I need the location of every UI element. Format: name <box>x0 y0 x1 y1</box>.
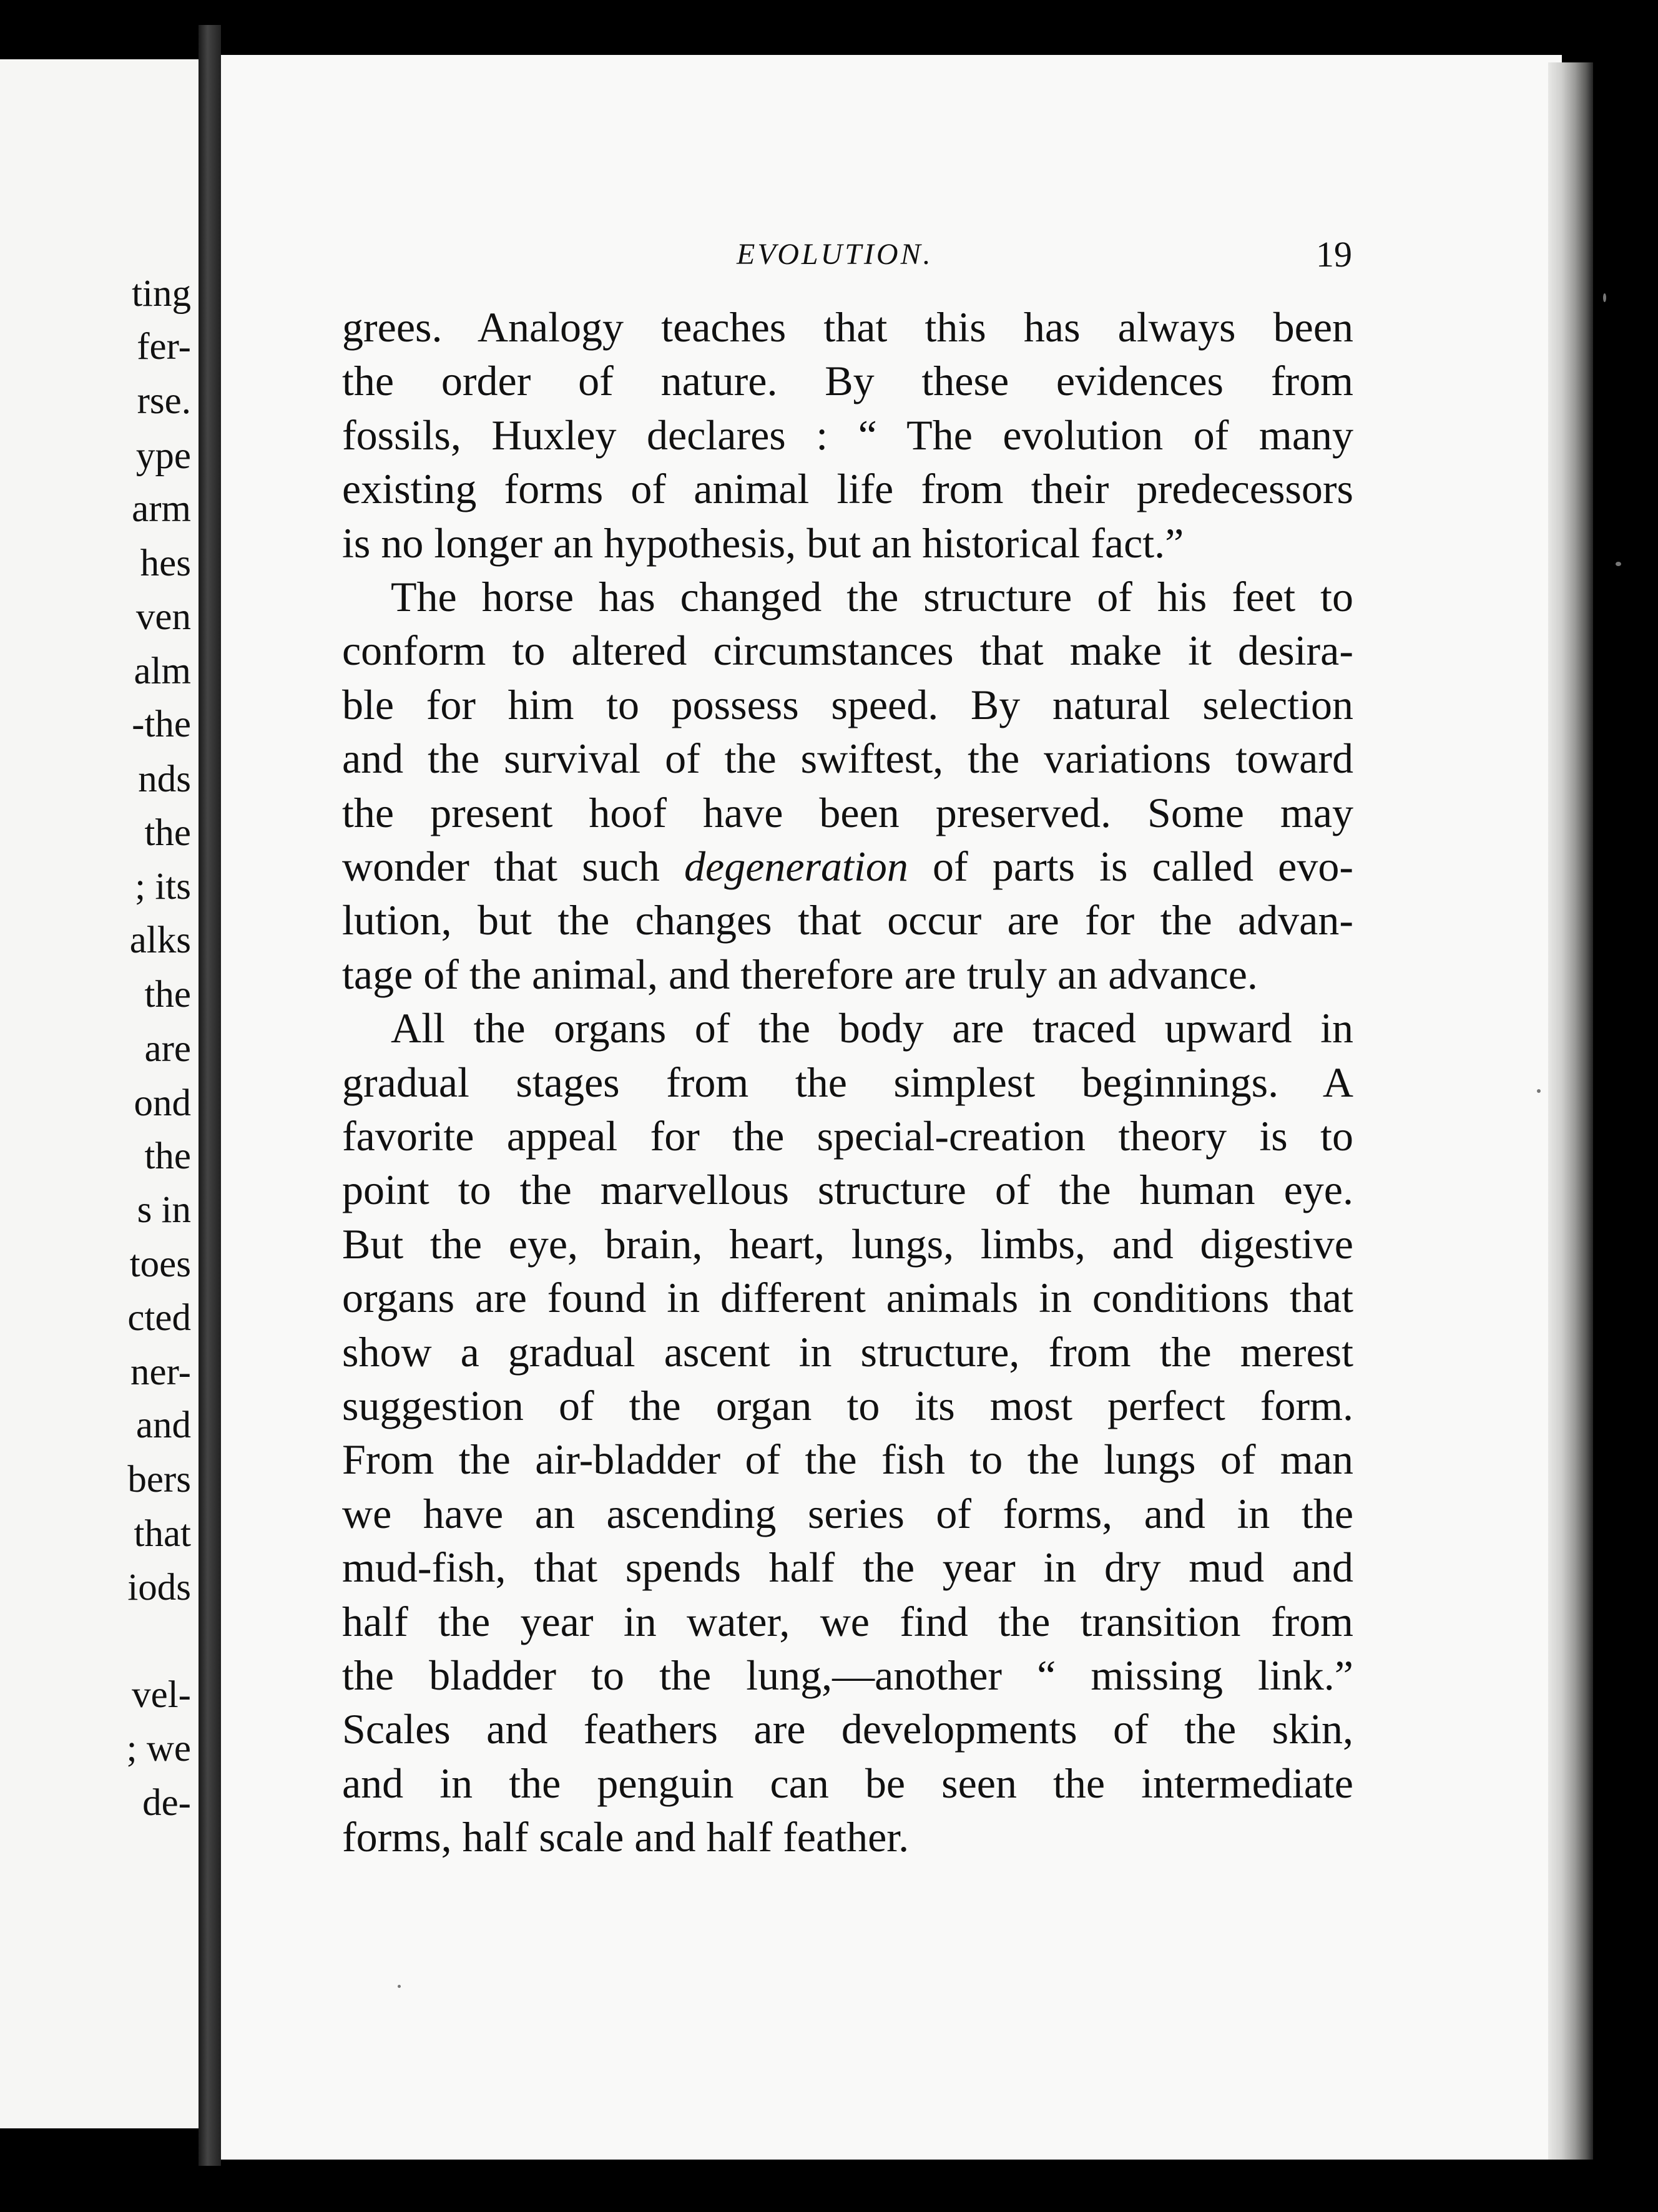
text-line: the bladder to the lung,—another “ missing link.” <box>342 1652 1353 1699</box>
previous-page-fragment: bers <box>127 1459 191 1500</box>
previous-page-edge <box>0 59 199 2128</box>
text-line: But the eye, brain, heart, lungs, limbs, and digestive <box>342 1220 1353 1268</box>
previous-page-fragment: vel- <box>132 1674 191 1716</box>
scan-speck <box>1537 1089 1541 1093</box>
scan-speck <box>1616 562 1621 566</box>
text-line: existing forms of animal life from their predecessors <box>342 465 1353 512</box>
text-line: favorite appeal for the special-creation theory is to <box>342 1112 1353 1160</box>
previous-page-fragment: hes <box>140 542 191 584</box>
text-line: organs are found in different animals in conditions that <box>342 1274 1353 1321</box>
scan-speck <box>1603 293 1606 302</box>
text-line: Scales and feathers are developments of the skin, <box>342 1705 1353 1753</box>
text-line <box>342 845 1353 888</box>
previous-page-fragment: alks <box>129 919 191 961</box>
text-line: we have an ascending series of forms, and in the <box>342 1490 1353 1537</box>
previous-page-fragment: ype <box>135 435 191 477</box>
book-gutter <box>199 25 221 2166</box>
previous-page-fragment: ner- <box>130 1351 191 1393</box>
text-segment: wonder that such <box>342 843 685 890</box>
text-line: All the organs of the body are traced upward in <box>391 1004 1353 1052</box>
previous-page-fragment: that <box>134 1513 191 1555</box>
previous-page-fragment: rse. <box>137 380 191 422</box>
previous-page-fragment: the <box>144 1135 191 1177</box>
text-line: suggestion of the organ to its most perfect form. <box>342 1382 1353 1429</box>
text-line: tage of the animal, and therefore are truly an advance. <box>342 951 1258 998</box>
previous-page-fragment: nds <box>138 758 191 800</box>
text-line: lution, but the changes that occur are for the advan- <box>342 896 1353 944</box>
previous-page-fragment: ond <box>134 1082 191 1124</box>
text-line: is no longer an hypothesis, but an historical fact.” <box>342 519 1184 567</box>
text-line: forms, half scale and half feather. <box>342 1813 910 1861</box>
text-line: the present hoof have been preserved. Some may <box>342 789 1353 836</box>
previous-page-fragment: alm <box>134 650 191 692</box>
italic-term: degeneration <box>684 843 908 890</box>
text-segment: of parts is called evo- <box>908 843 1354 890</box>
page-stack-edge <box>1548 62 1593 2160</box>
text-line: conform to altered circumstances that make it desira- <box>342 627 1353 674</box>
previous-page-fragment: ; its <box>135 866 191 908</box>
text-line: half the year in water, we find the transition from <box>342 1598 1353 1645</box>
previous-page-fragment: are <box>144 1028 191 1070</box>
text-line: grees. Analogy teaches that this has always been <box>342 303 1353 351</box>
previous-page-fragment: ; we <box>126 1728 191 1769</box>
text-line: and in the penguin can be seen the intermediate <box>342 1759 1353 1807</box>
text-line: gradual stages from the simplest beginnings. A <box>342 1059 1353 1106</box>
previous-page-fragment: and <box>135 1404 191 1446</box>
previous-page-fragment: toes <box>129 1243 191 1285</box>
previous-page-fragment: ven <box>135 596 191 638</box>
previous-page-fragment: the <box>144 812 191 854</box>
text-line: show a gradual ascent in structure, from the merest <box>342 1328 1353 1376</box>
page-number: 19 <box>1316 234 1352 275</box>
running-head: EVOLUTION. <box>737 238 933 271</box>
previous-page-fragment: the <box>144 974 191 1015</box>
text-line: ble for him to possess speed. By natural selection <box>342 681 1353 728</box>
previous-page-fragment: s in <box>137 1189 191 1231</box>
previous-page-fragment: ting <box>132 273 191 315</box>
text-line: and the survival of the swiftest, the variations toward <box>342 735 1353 782</box>
text-line: From the air-bladder of the fish to the lungs of man <box>342 1436 1353 1483</box>
previous-page-fragment: arm <box>132 488 191 530</box>
text-line: point to the marvellous structure of the human eye. <box>342 1166 1353 1213</box>
scan-speck <box>398 1985 401 1988</box>
previous-page-fragment: cted <box>127 1297 191 1339</box>
previous-page-fragment: -the <box>132 703 191 745</box>
text-line: The horse has changed the structure of his feet to <box>391 573 1353 620</box>
text-line: fossils, Huxley declares : “ The evolution of many <box>342 411 1353 459</box>
previous-page-fragment: de- <box>142 1782 191 1824</box>
text-line: the order of nature. By these evidences from <box>342 357 1353 404</box>
text-line: mud-fish, that spends half the year in dry mud and <box>342 1544 1353 1591</box>
previous-page-fragment: fer- <box>137 326 191 368</box>
previous-page-fragment: iods <box>127 1567 191 1608</box>
